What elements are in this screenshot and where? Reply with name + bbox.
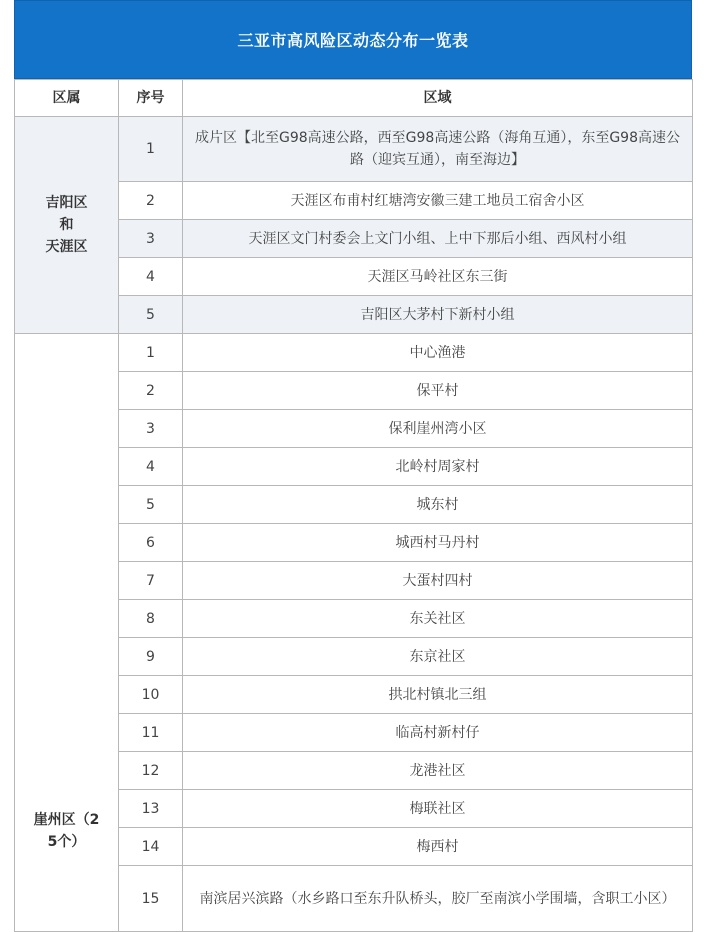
data-table — [14, 79, 693, 932]
row-index: 5 — [119, 486, 183, 524]
row-index: 9 — [119, 638, 183, 676]
row-index: 2 — [119, 182, 183, 220]
table-row — [15, 117, 693, 182]
district-cell-jiyang-tianya — [15, 117, 119, 334]
district-name-line: 和 — [59, 217, 74, 233]
district-name-line: 天涯区 — [45, 239, 88, 255]
row-area: 南滨居兴滨路（水乡路口至东升队桥头，胶厂至南滨小学围墙，含职工小区） — [183, 866, 693, 932]
row-index: 8 — [119, 600, 183, 638]
row-index: 6 — [119, 524, 183, 562]
row-index: 5 — [119, 296, 183, 334]
row-area: 梅联社区 — [183, 790, 693, 828]
row-area: 天涯区布甫村红塘湾安徽三建工地员工宿舍小区 — [183, 182, 693, 220]
row-area: 成片区【北至G98高速公路，西至G98高速公路（海角互通），东至G98高速公路（迎宾互通），南至海边】 — [183, 117, 693, 182]
row-area: 城西村马丹村 — [183, 524, 693, 562]
table-title: 三亚市高风险区动态分布一览表 — [14, 0, 692, 79]
district-cell-yazhou — [15, 334, 119, 932]
table-row — [15, 334, 693, 372]
row-index: 2 — [119, 372, 183, 410]
row-index: 10 — [119, 676, 183, 714]
header-row — [15, 80, 693, 117]
row-area: 吉阳区大茅村下新村小组 — [183, 296, 693, 334]
row-index: 4 — [119, 258, 183, 296]
row-area: 中心渔港 — [183, 334, 693, 372]
row-index: 12 — [119, 752, 183, 790]
row-index: 4 — [119, 448, 183, 486]
district-name-line: 崖州区（2 — [33, 812, 100, 828]
row-area: 拱北村镇北三组 — [183, 676, 693, 714]
row-area: 梅西村 — [183, 828, 693, 866]
row-index: 14 — [119, 828, 183, 866]
district-name-line: 5个） — [47, 834, 86, 850]
row-index: 13 — [119, 790, 183, 828]
row-index: 1 — [119, 334, 183, 372]
row-area: 东关社区 — [183, 600, 693, 638]
row-index: 1 — [119, 117, 183, 182]
row-area: 城东村 — [183, 486, 693, 524]
row-area: 北岭村周家村 — [183, 448, 693, 486]
row-area: 龙港社区 — [183, 752, 693, 790]
risk-area-table — [14, 0, 692, 932]
row-area: 大蛋村四村 — [183, 562, 693, 600]
row-area: 临高村新村仔 — [183, 714, 693, 752]
row-area: 保利崖州湾小区 — [183, 410, 693, 448]
row-area: 保平村 — [183, 372, 693, 410]
row-index: 3 — [119, 410, 183, 448]
header-area: 区域 — [183, 80, 693, 117]
row-area: 天涯区文门村委会上文门小组、上中下那后小组、西风村小组 — [183, 220, 693, 258]
district-name-line: 吉阳区 — [45, 195, 88, 211]
row-area: 东京社区 — [183, 638, 693, 676]
row-index: 11 — [119, 714, 183, 752]
row-area: 天涯区马岭社区东三街 — [183, 258, 693, 296]
row-index: 3 — [119, 220, 183, 258]
header-district: 区属 — [15, 80, 119, 117]
header-index: 序号 — [119, 80, 183, 117]
row-index: 15 — [119, 866, 183, 932]
row-index: 7 — [119, 562, 183, 600]
